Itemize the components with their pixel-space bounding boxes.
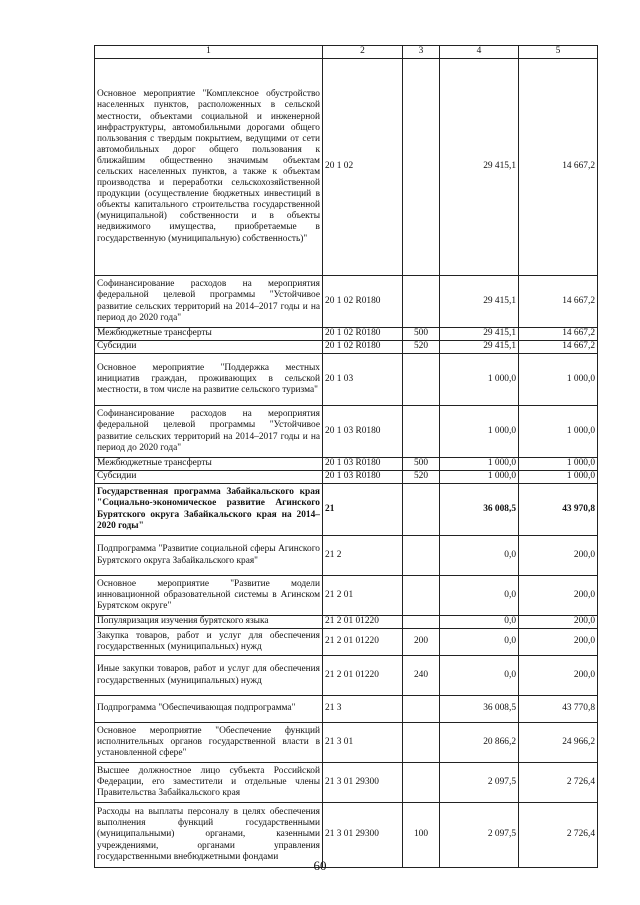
row-value-2018: 2 726,4 bbox=[519, 803, 598, 868]
row-value-2018: 200,0 bbox=[519, 656, 598, 696]
row-expense-type: 100 bbox=[403, 803, 440, 868]
table-row bbox=[95, 458, 598, 471]
table-row bbox=[95, 763, 598, 803]
row-value-2017: 20 866,2 bbox=[440, 723, 519, 763]
row-value-2018: 14 667,2 bbox=[519, 276, 598, 328]
row-value-2017: 2 097,5 bbox=[440, 803, 519, 868]
column-header: 1 bbox=[95, 46, 323, 59]
table-header-row bbox=[95, 46, 598, 59]
row-value-2018: 200,0 bbox=[519, 629, 598, 656]
row-value-2017: 0,0 bbox=[440, 629, 519, 656]
column-header: 3 bbox=[403, 46, 440, 59]
row-expense-type: 520 bbox=[403, 471, 440, 484]
row-value-2017: 36 008,5 bbox=[440, 484, 519, 536]
row-name: Основное мероприятие "Поддержка местных инициатив граждан, проживающих в сельской местности, в том числе на развитие сельского туризма" bbox=[95, 354, 323, 406]
row-expense-type bbox=[403, 696, 440, 723]
row-name: Высшее должностное лицо субъекта Российской Федерации, его заместители и отдельные члены Правительства Забайкальского края bbox=[95, 763, 323, 803]
row-expense-type bbox=[403, 763, 440, 803]
row-name: Субсидии bbox=[95, 341, 323, 354]
row-value-2018: 1 000,0 bbox=[519, 354, 598, 406]
row-code: 20 1 02 bbox=[323, 59, 403, 276]
table-row bbox=[95, 629, 598, 656]
row-code: 20 1 03 R0180 bbox=[323, 458, 403, 471]
row-expense-type bbox=[403, 406, 440, 458]
column-header: 4 bbox=[440, 46, 519, 59]
table-row bbox=[95, 616, 598, 629]
row-expense-type: 500 bbox=[403, 458, 440, 471]
row-value-2018: 14 667,2 bbox=[519, 59, 598, 276]
row-name: Популяризация изучения бурятского языка bbox=[95, 616, 323, 629]
row-value-2017: 29 415,1 bbox=[440, 276, 519, 328]
row-value-2018: 200,0 bbox=[519, 576, 598, 616]
page-number: 60 bbox=[313, 858, 327, 873]
row-value-2017: 0,0 bbox=[440, 536, 519, 576]
row-name: Подпрограмма "Развитие социальной сферы Агинского Бурятского округа Забайкальского края" bbox=[95, 536, 323, 576]
row-name: Расходы на выплаты персоналу в целях обеспечения выполнения функций государственными (муниципальными) органами, казенными учреждениями, органами управления государственными внебюджетными фондами bbox=[95, 803, 323, 868]
row-name: Софинансирование расходов на мероприятия федеральной целевой программы "Устойчивое развитие сельских территорий на 2014–2017 годы и на период до 2020 года" bbox=[95, 406, 323, 458]
row-value-2018: 1 000,0 bbox=[519, 458, 598, 471]
row-value-2018: 14 667,2 bbox=[519, 341, 598, 354]
row-value-2018: 14 667,2 bbox=[519, 328, 598, 341]
row-value-2017: 1 000,0 bbox=[440, 458, 519, 471]
column-header: 2 bbox=[323, 46, 403, 59]
row-name: Софинансирование расходов на мероприятия федеральной целевой программы "Устойчивое развитие сельских территорий на 2014–2017 годы и на период до 2020 года" bbox=[95, 276, 323, 328]
table-row bbox=[95, 406, 598, 458]
row-name: Основное мероприятие "Обеспечение функций исполнительных органов государственной власти в установленной сфере" bbox=[95, 723, 323, 763]
row-expense-type bbox=[403, 723, 440, 763]
row-value-2017: 1 000,0 bbox=[440, 354, 519, 406]
row-expense-type bbox=[403, 484, 440, 536]
row-code: 21 2 01 01220 bbox=[323, 656, 403, 696]
row-name: Основное мероприятие "Развитие модели инновационной образовательной системы в Агинском Бурятском округе" bbox=[95, 576, 323, 616]
row-code: 21 3 01 29300 bbox=[323, 803, 403, 868]
row-name: Субсидии bbox=[95, 471, 323, 484]
table-row bbox=[95, 471, 598, 484]
row-expense-type bbox=[403, 576, 440, 616]
row-code: 20 1 02 R0180 bbox=[323, 328, 403, 341]
row-name: Подпрограмма "Обеспечивающая подпрограмма" bbox=[95, 696, 323, 723]
row-code: 20 1 02 R0180 bbox=[323, 276, 403, 328]
row-code: 21 3 01 bbox=[323, 723, 403, 763]
row-name: Основное мероприятие "Комплексное обустройство населенных пунктов, расположенных в сельской местности, объектами социальной и инженерной инфраструктуры, автомобильными дорогами общего пользования с твердым покрытием, ведущими от сети автомобильных дорог общего пользования к ближайшим общественно значимым объектам сельских населенных пунктов, а также к объектам производства и переработки сельскохозяйственной продукции (осуществление бюджетных инвестиций в объекты капитального строительства государственной (муниципальной) собственности и в объекты недвижимого имущества, приобретаемые в государственную (муниципальную) собственность)" bbox=[95, 59, 323, 276]
row-value-2017: 29 415,1 bbox=[440, 59, 519, 276]
table-row bbox=[95, 536, 598, 576]
row-expense-type bbox=[403, 536, 440, 576]
row-value-2017: 1 000,0 bbox=[440, 471, 519, 484]
row-value-2017: 29 415,1 bbox=[440, 341, 519, 354]
row-expense-type bbox=[403, 276, 440, 328]
row-name: Закупка товаров, работ и услуг для обеспечения государственных (муниципальных) нужд bbox=[95, 629, 323, 656]
row-code: 21 3 bbox=[323, 696, 403, 723]
row-expense-type: 500 bbox=[403, 328, 440, 341]
row-value-2017: 2 097,5 bbox=[440, 763, 519, 803]
row-expense-type: 200 bbox=[403, 629, 440, 656]
table-row bbox=[95, 696, 598, 723]
row-code: 20 1 03 R0180 bbox=[323, 406, 403, 458]
row-value-2018: 1 000,0 bbox=[519, 471, 598, 484]
row-name: Межбюджетные трансферты bbox=[95, 458, 323, 471]
row-name: Государственная программа Забайкальского края "Социально-экономическое развитие Агинского Бурятского округа Забайкальского края на 2014–2020 годы" bbox=[95, 484, 323, 536]
row-value-2018: 200,0 bbox=[519, 616, 598, 629]
row-value-2018: 43 770,8 bbox=[519, 696, 598, 723]
table-row bbox=[95, 576, 598, 616]
row-value-2018: 1 000,0 bbox=[519, 406, 598, 458]
table-row bbox=[95, 341, 598, 354]
row-code: 21 2 01 bbox=[323, 576, 403, 616]
row-expense-type bbox=[403, 59, 440, 276]
row-name: Межбюджетные трансферты bbox=[95, 328, 323, 341]
budget-table bbox=[94, 45, 598, 868]
row-value-2018: 43 970,8 bbox=[519, 484, 598, 536]
row-expense-type bbox=[403, 354, 440, 406]
column-header: 5 bbox=[519, 46, 598, 59]
table-row bbox=[95, 59, 598, 276]
row-value-2018: 2 726,4 bbox=[519, 763, 598, 803]
row-expense-type: 520 bbox=[403, 341, 440, 354]
table-row bbox=[95, 328, 598, 341]
row-code: 21 2 bbox=[323, 536, 403, 576]
table-row bbox=[95, 276, 598, 328]
table-row bbox=[95, 484, 598, 536]
table-row bbox=[95, 723, 598, 763]
row-value-2017: 0,0 bbox=[440, 576, 519, 616]
row-value-2017: 29 415,1 bbox=[440, 328, 519, 341]
row-code: 20 1 02 R0180 bbox=[323, 341, 403, 354]
row-name: Иные закупки товаров, работ и услуг для обеспечения государственных (муниципальных) нужд bbox=[95, 656, 323, 696]
row-value-2018: 24 966,2 bbox=[519, 723, 598, 763]
row-code: 21 bbox=[323, 484, 403, 536]
row-code: 21 2 01 01220 bbox=[323, 616, 403, 629]
row-expense-type: 240 bbox=[403, 656, 440, 696]
row-code: 20 1 03 R0180 bbox=[323, 471, 403, 484]
row-expense-type bbox=[403, 616, 440, 629]
row-value-2017: 0,0 bbox=[440, 656, 519, 696]
table-row bbox=[95, 354, 598, 406]
row-value-2017: 36 008,5 bbox=[440, 696, 519, 723]
table-row bbox=[95, 656, 598, 696]
row-code: 20 1 03 bbox=[323, 354, 403, 406]
row-code: 21 3 01 29300 bbox=[323, 763, 403, 803]
row-value-2017: 1 000,0 bbox=[440, 406, 519, 458]
row-code: 21 2 01 01220 bbox=[323, 629, 403, 656]
row-value-2018: 200,0 bbox=[519, 536, 598, 576]
row-value-2017: 0,0 bbox=[440, 616, 519, 629]
